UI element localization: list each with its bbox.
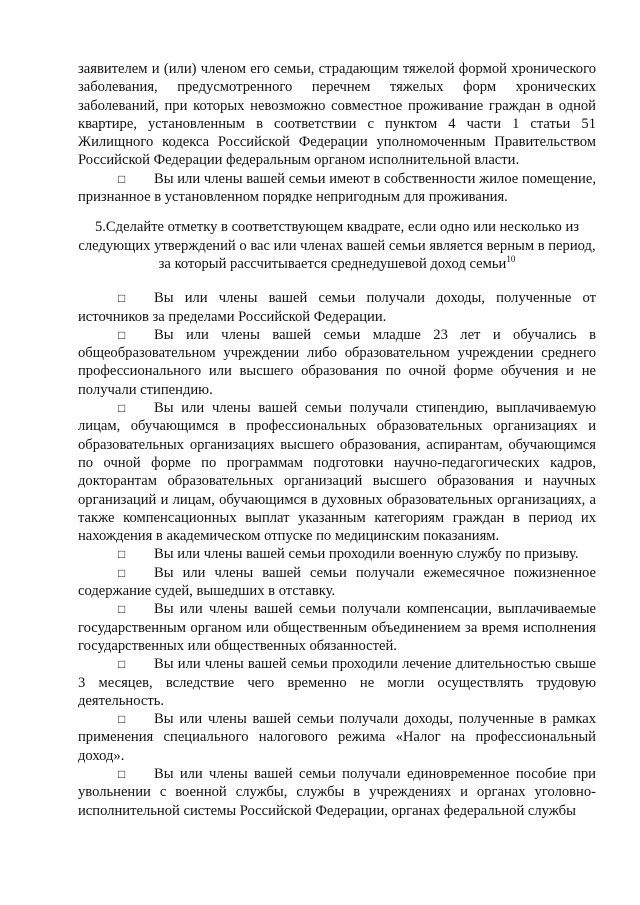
item-text: Вы или члены вашей семьи получали доходы, полученные в рамках применения специального налогового режима «Налог на профессиональный доход». — [78, 711, 596, 764]
item-text: Вы или члены вашей семьи получали ежемесячное пожизненное содержание судей, вышедших в отставку. — [78, 564, 596, 600]
checkbox[interactable]: □ — [118, 602, 126, 617]
checkbox[interactable]: □ — [118, 327, 126, 342]
list-item — [78, 564, 596, 601]
item-text: Вы или члены вашей семьи получали компенсации, выплачиваемые государственным органом или общественным объединением за время исполнения государственных или общественных обязанностей. — [78, 601, 596, 654]
item-text: Вы или члены вашей семьи получали единовременное пособие при увольнении с военной службы, службы в учреждениях и органах уголовно-исполнительной системы Российской Федерации, органах федеральной службы — [78, 765, 596, 819]
checkbox[interactable]: □ — [118, 657, 126, 672]
checkbox[interactable]: □ — [118, 766, 126, 781]
intro-paragraph: заявителем и (или) членом его семьи, страдающим тяжелой формой хронического заболевания, предусмотренного перечнем тяжелых форм хронических заболеваний, при которых невозможно совместное проживание граждан в одной квартире, установленным в соответствии с пунктом 4 части 1 статьи 51 Жилищного кодекса Российской Федерации уполномоченным Правительством Российской Федерации федеральным органом исполнительной власти. — [78, 61, 596, 169]
section-5-heading-text: 5.Сделайте отметку в соответствующем квадрате, если одно или несколько из следующих утверждений о вас или членах вашей семьи является верным в период, за который рассчитывается среднедушевой доход семьи — [78, 219, 596, 272]
list-item — [78, 655, 596, 710]
list-item — [78, 545, 596, 563]
list-item — [78, 710, 596, 765]
checkbox[interactable]: □ — [118, 401, 126, 416]
footnote-ref[interactable]: 10 — [506, 254, 516, 265]
item-text: Вы или члены вашей семьи получали доходы, полученные от источников за пределами Российской Федерации. — [78, 290, 596, 325]
list-item — [78, 765, 596, 820]
item-text: Вы или члены вашей семьи проходили лечение длительностью свыше 3 месяцев, вследствие чего временно не могли осуществлять трудовую деятельность. — [78, 656, 596, 709]
item-text: Вы или члены вашей семьи имеют в собственности жилое помещение, признанное в установленном порядке непригодным для проживания. — [78, 170, 596, 206]
checkbox[interactable]: □ — [118, 712, 126, 727]
checkbox[interactable]: □ — [118, 547, 126, 562]
list-item — [78, 289, 596, 326]
item-text: Вы или члены вашей семьи проходили военную службу по призыву. — [154, 546, 579, 563]
item-text: Вы или члены вашей семьи младше 23 лет и обучались в общеобразовательном учреждении либо образовательном учреждении среднего профессионального или высшего образования по очной форме обучения и не получали стипендию. — [78, 326, 596, 398]
list-item-unfit-housing — [78, 170, 596, 207]
list-item — [78, 399, 596, 545]
list-item — [78, 326, 596, 399]
checkbox[interactable]: □ — [118, 291, 126, 306]
section-5-heading — [78, 218, 596, 273]
checkbox[interactable]: □ — [118, 171, 126, 186]
document-page — [78, 60, 596, 820]
checkbox[interactable]: □ — [118, 565, 126, 580]
list-item — [78, 600, 596, 655]
item-text: Вы или члены вашей семьи получали стипендию, выплачиваемую лицам, обучающимся в профессиональных образовательных организациях и образовательных организациях высшего образования, аспирантам, обучающимся по очной форме по программам подготовки научно-педагогических кадров, докторантам образовательных организаций высшего образования и научных организаций и лицам, обучающимся в духовных образовательных организациях, а также компенсационных выплат указанным категориям граждан в период их нахождения в академическом отпуске по медицинским показаниям. — [78, 400, 596, 545]
